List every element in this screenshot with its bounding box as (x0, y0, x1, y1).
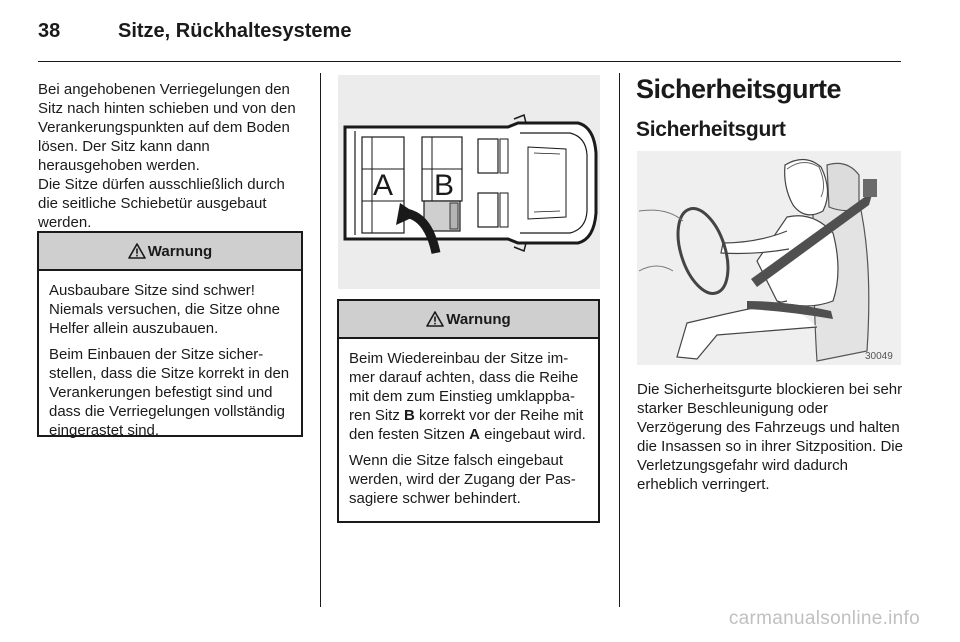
paragraph-seatbelt-function: Die Sicherheitsgurte blockieren bei sehr starker Beschleunigung oder Verzögerung des Fahrzeugs und halten die Insassen so in ihrer Sitzposition. Die Verletzungsgefahr wird dadurch erheblich verringert. (637, 381, 903, 493)
subsection-heading: Sicherheitsgurt (636, 118, 786, 141)
seat-label-b: B (434, 169, 455, 202)
column-divider (619, 73, 620, 607)
driver-seatbelt-illustration (637, 151, 901, 365)
section-heading: Sicherheitsgurte (636, 74, 842, 104)
warning-box-middle (337, 299, 600, 523)
page-number: 38 (38, 20, 61, 42)
watermark-text: carmanualsonline.info (728, 608, 920, 629)
column-divider (320, 73, 321, 607)
van-topview-illustration (338, 75, 600, 289)
warning-text: Beim Einbauen der Sitze sicherstellen, dass die Sitze korrekt in den Verankerungen befestigt sind und dass die Verriegelungen vollständig eingerastet sind. (49, 346, 290, 439)
warning-header (339, 301, 598, 339)
warning-title: Warnung (446, 310, 511, 328)
warning-title: Warnung (147, 242, 213, 260)
seat-label-a: A (373, 169, 394, 202)
warning-header (39, 233, 301, 271)
warning-box-left (37, 231, 303, 437)
illustration-code: 30049 (865, 351, 893, 362)
paragraph-seat-removal: Bei angehobenen Verriegelungen den Sitz nach hinten schieben und von den Verankerungspunkten auf dem Boden lösen. Der Sitz kann dann herausgehoben werden. (38, 81, 296, 174)
warning-triangle-icon (128, 243, 146, 259)
page-title: Sitze, Rückhaltesysteme (118, 20, 352, 42)
paragraph-sliding-door: Die Sitze dürfen ausschließlich durch die seitliche Schiebetür ausgebaut werden. (38, 176, 285, 231)
warning-text: Beim Wiedereinbau der Sitze immer darauf achten, dass die Reihe mit dem zum Einstieg umklappbaren Sitz B korrekt vor der Reihe mit den festen Sitzen A eingebaut wird. (349, 350, 586, 443)
seatbelt-illustration (637, 151, 901, 365)
header-divider (38, 61, 901, 62)
seat-layout-diagram (338, 75, 600, 289)
warning-text: Ausbaubare Sitze sind schwer! Niemals versuchen, die Sitze ohne Helfer allein auszubauen. (49, 282, 280, 337)
warning-triangle-icon (426, 311, 444, 327)
warning-text: Wenn die Sitze falsch eingebaut werden, wird der Zugang der Passagiere schwer behindert. (349, 452, 576, 507)
